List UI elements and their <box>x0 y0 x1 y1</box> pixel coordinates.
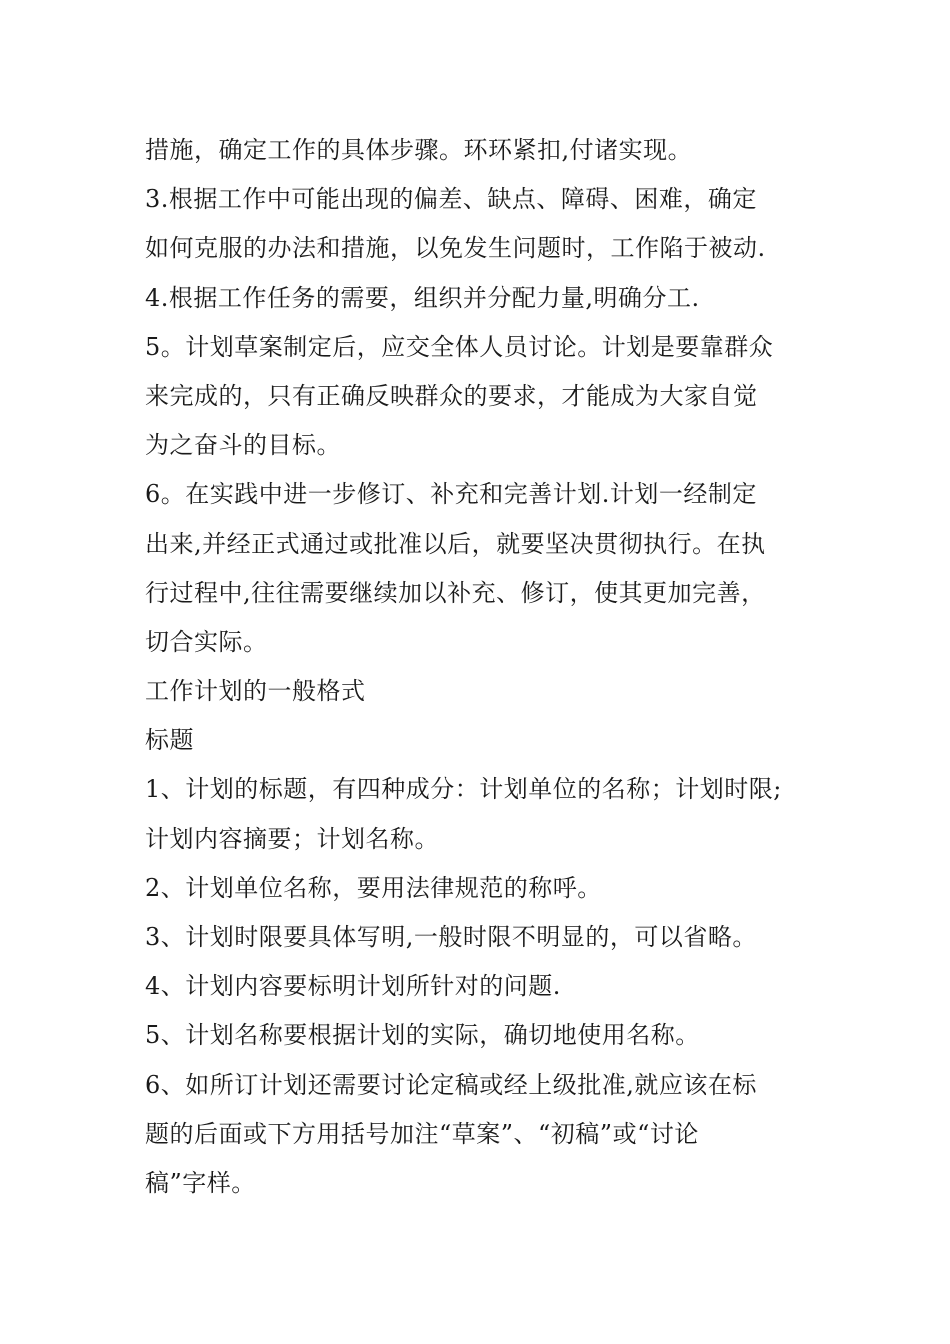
text-line: 行过程中,往往需要继续加以补充、修订，使其更加完善， <box>145 578 766 607</box>
text-line: 出来,并经正式通过或批准以后，就要坚决贯彻执行。在执 <box>145 529 766 558</box>
text-line: 3、计划时限要具体写明,一般时限不明显的，可以省略。 <box>145 923 757 951</box>
section-heading: 工作计划的一般格式 <box>145 677 366 706</box>
subsection-heading: 标题 <box>145 726 194 755</box>
text-line: 措施，确定工作的具体步骤。环环紧扣,付诸实现。 <box>145 136 693 164</box>
text-line: 5。计划草案制定后，应交全体人员讨论。计划是要靠群众 <box>145 332 774 361</box>
text-line: 6。在实践中进一步修订、补充和完善计划.计划一经制定 <box>145 480 757 509</box>
text-line: 5、计划名称要根据计划的实际，确切地使用名称。 <box>145 1021 700 1050</box>
text-line: 如何克服的办法和措施，以免发生问题时，工作陷于被动. <box>145 234 766 263</box>
text-line: 为之奋斗的目标。 <box>145 431 341 460</box>
text-line: 来完成的，只有正确反映群众的要求，才能成为大家自觉 <box>145 381 758 410</box>
text-line: 题的后面或下方用括号加注“草案”、“初稿”或“讨论 <box>145 1119 699 1148</box>
text-line: 2、计划单位名称，要用法律规范的称呼。 <box>145 873 602 902</box>
text-line: 4.根据工作任务的需要，组织并分配力量,明确分工. <box>145 283 700 312</box>
text-line: 1、计划的标题，有四种成分：计划单位的名称；计划时限; <box>145 775 782 804</box>
text-line: 4、计划内容要标明计划所针对的问题. <box>145 972 561 1001</box>
text-line: 6、如所订计划还需要讨论定稿或经上级批准,就应该在标 <box>145 1070 757 1099</box>
text-line: 3.根据工作中可能出现的偏差、缺点、障碍、困难，确定 <box>145 185 757 214</box>
text-line: 切合实际。 <box>145 627 268 656</box>
document-body <box>145 126 835 1208</box>
text-line: 稿”字样。 <box>145 1168 256 1197</box>
text-line: 计划内容摘要；计划名称。 <box>145 824 439 853</box>
